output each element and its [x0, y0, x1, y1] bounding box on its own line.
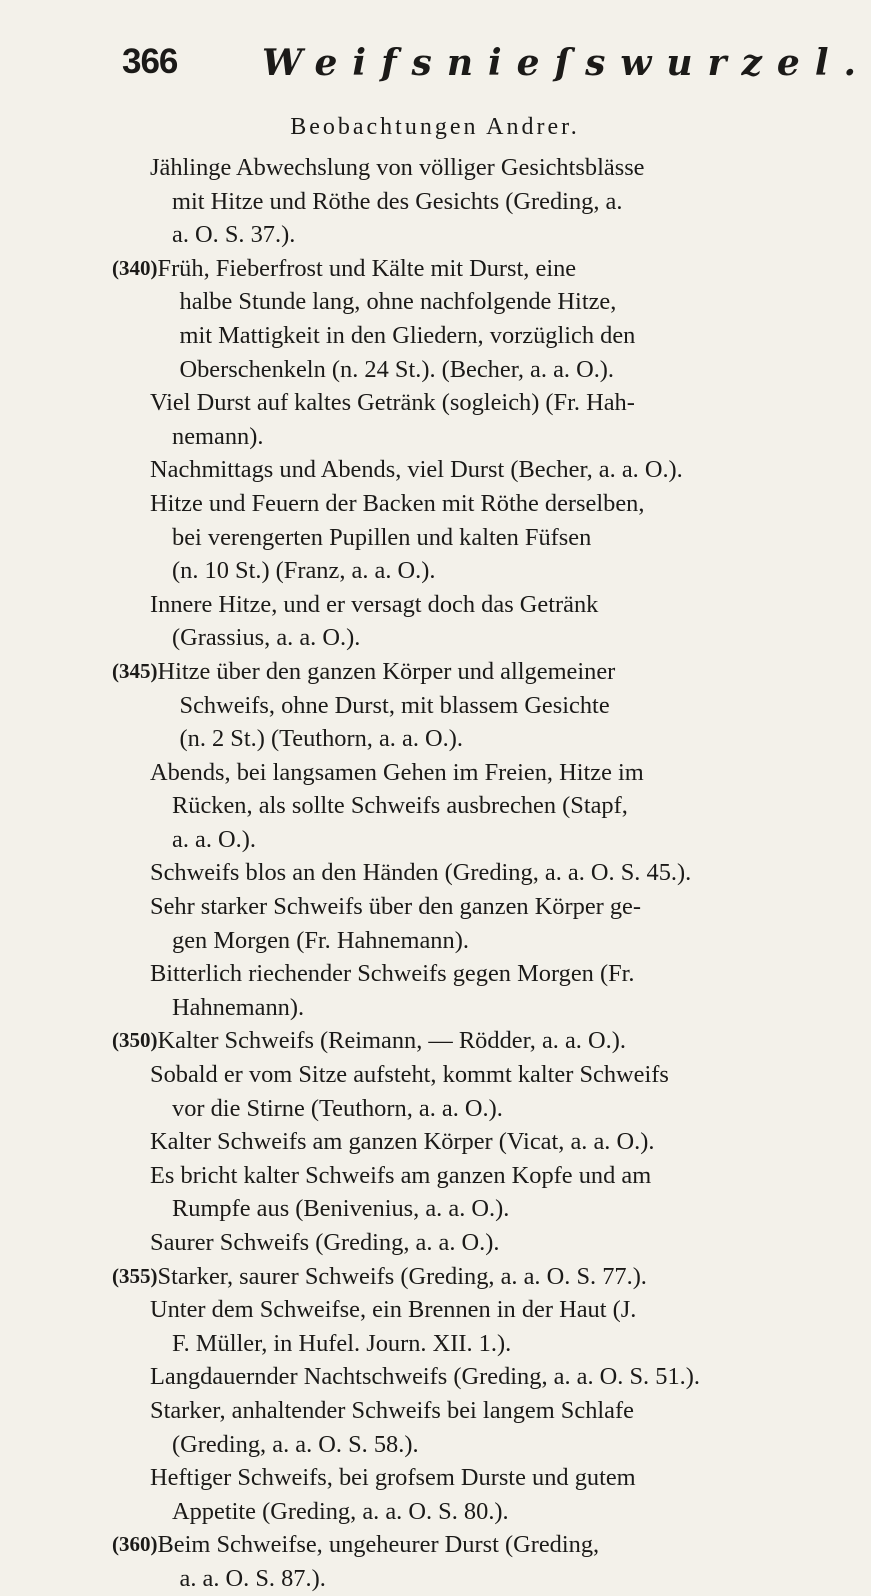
entry-line: Heftiger Schweifs, bei grofsem Durste und gutem	[150, 1464, 636, 1492]
entry-number: (340)	[112, 255, 158, 280]
running-title: Weifsnieſswurzel.	[262, 42, 871, 84]
entry-line: Langdauernder Nachtschweifs (Greding, a. a. O. S. 51.).	[150, 1363, 700, 1391]
symptom-entry	[112, 386, 772, 453]
entry-number: (360)	[112, 1532, 158, 1557]
symptom-entry	[112, 1024, 772, 1058]
entry-line: a. a. O.).	[172, 825, 256, 853]
entry-line: Starker, saurer Schweifs (Greding, a. a. O. S. 77.).	[157, 1262, 647, 1290]
entry-number	[112, 1394, 150, 1461]
entry-line: nemann).	[172, 422, 264, 450]
entry-line: Schweifs blos an den Händen (Greding, a. a. O. S. 45.).	[150, 859, 692, 887]
entry-text	[150, 151, 772, 252]
symptom-entry	[112, 1360, 772, 1394]
entry-line: Rumpfe aus (Benivenius, a. a. O.).	[172, 1195, 510, 1223]
entry-line: (Greding, a. a. O. S. 58.).	[172, 1430, 419, 1458]
entry-line: Saurer Schweifs (Greding, a. a. O.).	[150, 1229, 500, 1256]
entry-line: Beim Schweifse, ungeheurer Durst (Greding,	[157, 1531, 600, 1559]
symptom-entry	[112, 1293, 772, 1360]
entry-text	[158, 655, 773, 756]
entry-line: mit Mattigkeit in den Gliedern, vorzüglich den	[179, 321, 636, 349]
entry-number	[112, 1226, 150, 1260]
entry-number	[112, 1293, 150, 1360]
symptom-entry	[112, 957, 772, 1024]
entry-line: Schweifs, ohne Durst, mit blassem Gesichte	[179, 691, 610, 719]
entry-text	[150, 856, 772, 890]
entry-line: gen Morgen (Fr. Hahnemann).	[172, 926, 469, 954]
entry-line: Appetite (Greding, a. a. O. S. 80.).	[172, 1497, 509, 1525]
symptom-entry	[112, 252, 772, 386]
entry-text	[150, 1461, 772, 1528]
entry-text	[150, 1293, 772, 1360]
entry-line: Starker, anhaltender Schweifs bei langem Schlafe	[150, 1396, 634, 1424]
entry-number	[112, 386, 150, 453]
entry-line: (Grassius, a. a. O.).	[172, 624, 361, 652]
entry-line: Viel Durst auf kaltes Getränk (sogleich) (Fr. Hah-	[150, 389, 635, 417]
entry-text	[158, 1024, 773, 1058]
entry-text	[150, 453, 772, 487]
entry-text	[150, 386, 772, 453]
entry-number	[112, 1159, 150, 1226]
entry-text	[150, 1058, 772, 1125]
entry-line: Oberschenkeln (n. 24 St.). (Becher, a. a. O.).	[179, 355, 615, 383]
entry-text	[150, 1360, 772, 1394]
entry-line: a. O. S. 37.).	[172, 221, 296, 249]
entry-number	[112, 890, 150, 957]
entry-line: Rücken, als sollte Schweifs ausbrechen (Stapf,	[172, 792, 628, 820]
entry-number: (345)	[112, 658, 158, 683]
symptom-list	[112, 151, 772, 1596]
entry-number: (355)	[112, 1263, 158, 1288]
symptom-entry	[112, 890, 772, 957]
entry-text	[150, 588, 772, 655]
entry-text	[150, 1125, 772, 1159]
symptom-entry	[112, 856, 772, 890]
entry-number	[112, 957, 150, 1024]
entry-number	[112, 453, 150, 487]
symptom-entry	[112, 151, 772, 252]
symptom-entry	[112, 1260, 772, 1294]
entry-text	[150, 1226, 772, 1260]
entry-text	[150, 1394, 772, 1461]
entry-line: Hitze über den ganzen Körper und allgemeiner	[157, 657, 616, 685]
entry-text	[158, 252, 773, 386]
entry-number	[112, 588, 150, 655]
entry-line: Innere Hitze, und er versagt doch das Getränk	[150, 590, 599, 618]
entry-line: Kalter Schweifs (Reimann, — Rödder, a. a. O.).	[157, 1027, 626, 1055]
entry-line: vor die Stirne (Teuthorn, a. a. O.).	[172, 1094, 503, 1122]
entry-number	[112, 1461, 150, 1528]
entry-text	[150, 957, 772, 1024]
entry-line: Jählinge Abwechslung von völliger Gesichtsblässe	[150, 154, 645, 181]
entry-line: Sobald er vom Sitze aufsteht, kommt kalter Schweifs	[150, 1061, 669, 1089]
entry-number	[112, 151, 150, 252]
entry-line: halbe Stunde lang, ohne nachfolgende Hitze,	[179, 288, 617, 316]
entry-text	[150, 1159, 772, 1226]
entry-line: Abends, bei langsamen Gehen im Freien, Hitze im	[150, 758, 644, 786]
entry-text	[150, 487, 772, 588]
entry-text	[158, 1260, 773, 1294]
entry-line: (n. 2 St.) (Teuthorn, a. a. O.).	[179, 725, 463, 753]
entry-number	[112, 1058, 150, 1125]
entry-line: Sehr starker Schweifs über den ganzen Körper ge-	[150, 893, 642, 921]
symptom-entry	[112, 453, 772, 487]
entry-number	[112, 487, 150, 588]
entry-line: Nachmittags und Abends, viel Durst (Becher, a. a. O.).	[150, 456, 683, 484]
entry-line: Hahnemann).	[172, 993, 305, 1021]
entry-line: mit Hitze und Röthe des Gesichts (Greding, a.	[172, 187, 623, 215]
page-header	[0, 42, 871, 102]
entry-line: a. a. O. S. 87.).	[179, 1564, 326, 1592]
symptom-entry	[112, 756, 772, 857]
symptom-entry	[112, 1058, 772, 1125]
entry-line: (n. 10 St.) (Franz, a. a. O.).	[172, 557, 436, 585]
symptom-entry	[112, 1394, 772, 1461]
symptom-entry	[112, 655, 772, 756]
entry-number	[112, 856, 150, 890]
symptom-entry	[112, 1125, 772, 1159]
entry-line: Hitze und Feuern der Backen mit Röthe derselben,	[150, 489, 645, 517]
symptom-entry	[112, 1226, 772, 1260]
entry-line: Kalter Schweifs am ganzen Körper (Vicat, a. a. O.).	[150, 1128, 655, 1156]
section-title: Beobachtungen Andrer.	[290, 114, 580, 140]
entry-text	[150, 890, 772, 957]
entry-line: Früh, Fieberfrost und Kälte mit Durst, eine	[157, 254, 577, 282]
symptom-entry	[112, 1461, 772, 1528]
entry-text	[150, 756, 772, 857]
symptom-entry	[112, 588, 772, 655]
entry-number	[112, 1125, 150, 1159]
entry-number	[112, 756, 150, 857]
entry-line: bei verengerten Pupillen und kalten Füfsen	[172, 523, 592, 551]
entry-number: (350)	[112, 1028, 158, 1053]
symptom-entry	[112, 487, 772, 588]
page-number: 366	[122, 42, 178, 81]
entry-line: Bitterlich riechender Schweifs gegen Morgen (Fr.	[150, 960, 635, 988]
entry-line: Unter dem Schweifse, ein Brennen in der Haut (J.	[150, 1296, 637, 1324]
symptom-entry	[112, 1528, 772, 1595]
entry-line: F. Müller, in Hufel. Journ. XII. 1.).	[172, 1329, 512, 1357]
entry-text	[158, 1528, 773, 1595]
symptom-entry	[112, 1159, 772, 1226]
entry-line: Es bricht kalter Schweifs am ganzen Kopfe und am	[150, 1161, 652, 1189]
entry-number	[112, 1360, 150, 1394]
